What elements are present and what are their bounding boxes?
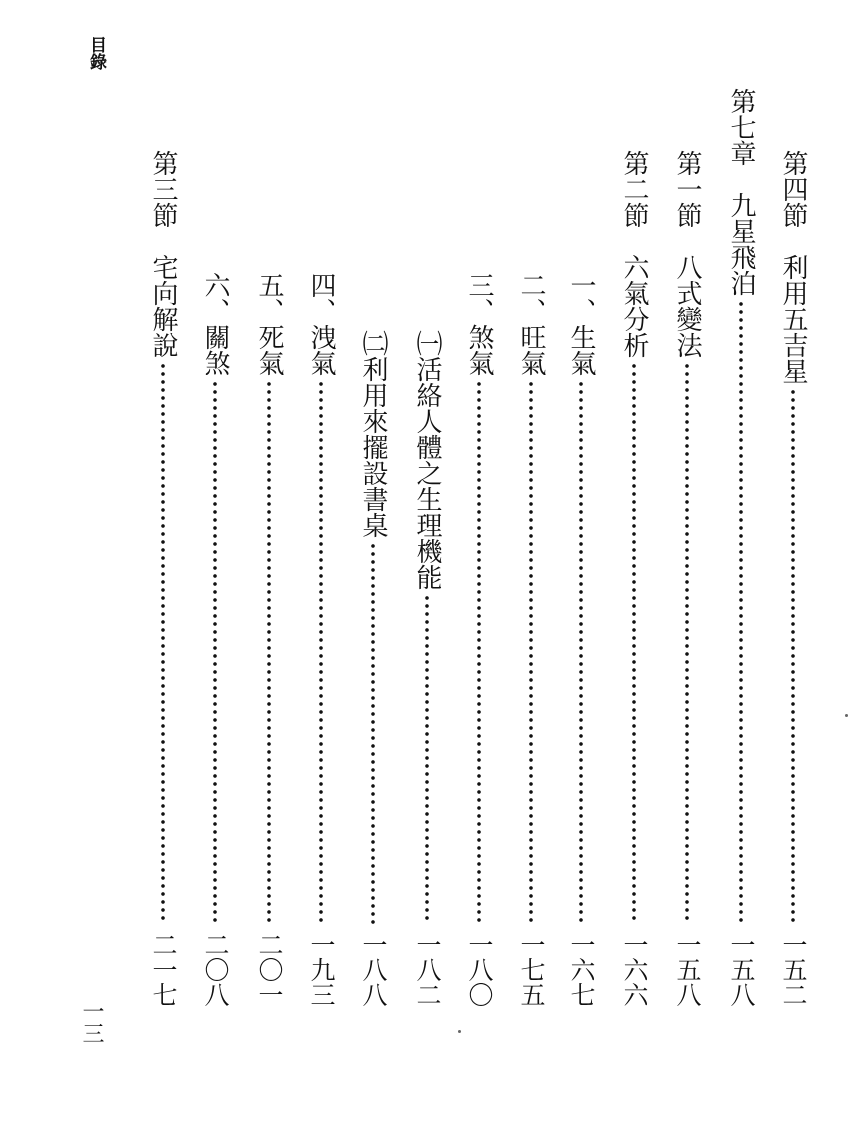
toc-entry-page: 一五八 xyxy=(673,932,702,1007)
toc-entry xyxy=(252,272,286,1028)
toc-entry-page: 一七五 xyxy=(517,932,546,1007)
toc-entry-title: 三、煞氣 xyxy=(464,272,494,376)
scan-speck xyxy=(458,1030,461,1033)
toc-entry xyxy=(304,272,338,1028)
toc-entry-page: 一八二 xyxy=(413,932,442,1007)
toc-entry-title: ㈡利用來擺設書桌 xyxy=(358,330,388,538)
toc-entry-title: 第四節 利用五吉星 xyxy=(778,150,808,384)
section-header: 目錄 xyxy=(86,36,106,70)
leader-dots xyxy=(211,380,219,924)
toc-entry xyxy=(617,150,651,1028)
leader-dots xyxy=(475,380,483,924)
toc-entry xyxy=(462,272,496,1028)
toc-entry xyxy=(146,150,180,1028)
toc-entry-title: ㈠活絡人體之生理機能 xyxy=(412,330,442,590)
leader-dots xyxy=(630,362,638,924)
toc-entry xyxy=(514,272,548,1028)
toc-entry xyxy=(410,330,444,1028)
toc-entry xyxy=(356,330,390,1028)
toc-entry-title: 四、洩氣 xyxy=(306,272,336,376)
toc-entry-title: 第七章 九星飛泊 xyxy=(726,88,756,296)
leader-dots xyxy=(369,542,377,924)
toc-entry xyxy=(670,150,704,1028)
page-number: 一三 xyxy=(79,1000,104,1044)
toc-entry-title: 二、旺氣 xyxy=(516,272,546,376)
toc-entry-page: 一五八 xyxy=(727,932,756,1007)
toc-entry-page: 一五二 xyxy=(779,932,808,1007)
toc-entry-title: 六、關煞 xyxy=(200,272,230,376)
toc-entry-page: 二〇一 xyxy=(255,932,284,1007)
toc-entry-title: 第二節 六氣分析 xyxy=(619,150,649,358)
leader-dots xyxy=(423,594,431,924)
toc-entry-page: 一六六 xyxy=(620,932,649,1007)
toc-entry xyxy=(724,88,758,1028)
toc-entry-page: 一八〇 xyxy=(465,932,494,1007)
toc-entry-title: 五、死氣 xyxy=(254,272,284,376)
leader-dots xyxy=(737,300,745,924)
toc-entry xyxy=(564,272,598,1028)
toc-entry-title: 第一節 八式變法 xyxy=(672,150,702,358)
toc-entry-page: 二〇八 xyxy=(201,932,230,1007)
leader-dots xyxy=(317,380,325,924)
toc-entry-title: 一、生氣 xyxy=(566,272,596,376)
leader-dots xyxy=(159,362,167,924)
toc-entry xyxy=(198,272,232,1028)
leader-dots xyxy=(265,380,273,924)
leader-dots xyxy=(683,362,691,924)
toc-entry-page: 二一七 xyxy=(149,932,178,1007)
toc-entry-page: 一六七 xyxy=(567,932,596,1007)
leader-dots xyxy=(527,380,535,924)
toc-entry xyxy=(776,150,810,1028)
leader-dots xyxy=(789,388,797,924)
scan-speck xyxy=(845,714,848,717)
toc-entry-page: 一九三 xyxy=(307,932,336,1007)
toc-entry-title: 第三節 宅向解說 xyxy=(148,150,178,358)
leader-dots xyxy=(577,380,585,924)
toc-entry-page: 一八八 xyxy=(359,932,388,1007)
